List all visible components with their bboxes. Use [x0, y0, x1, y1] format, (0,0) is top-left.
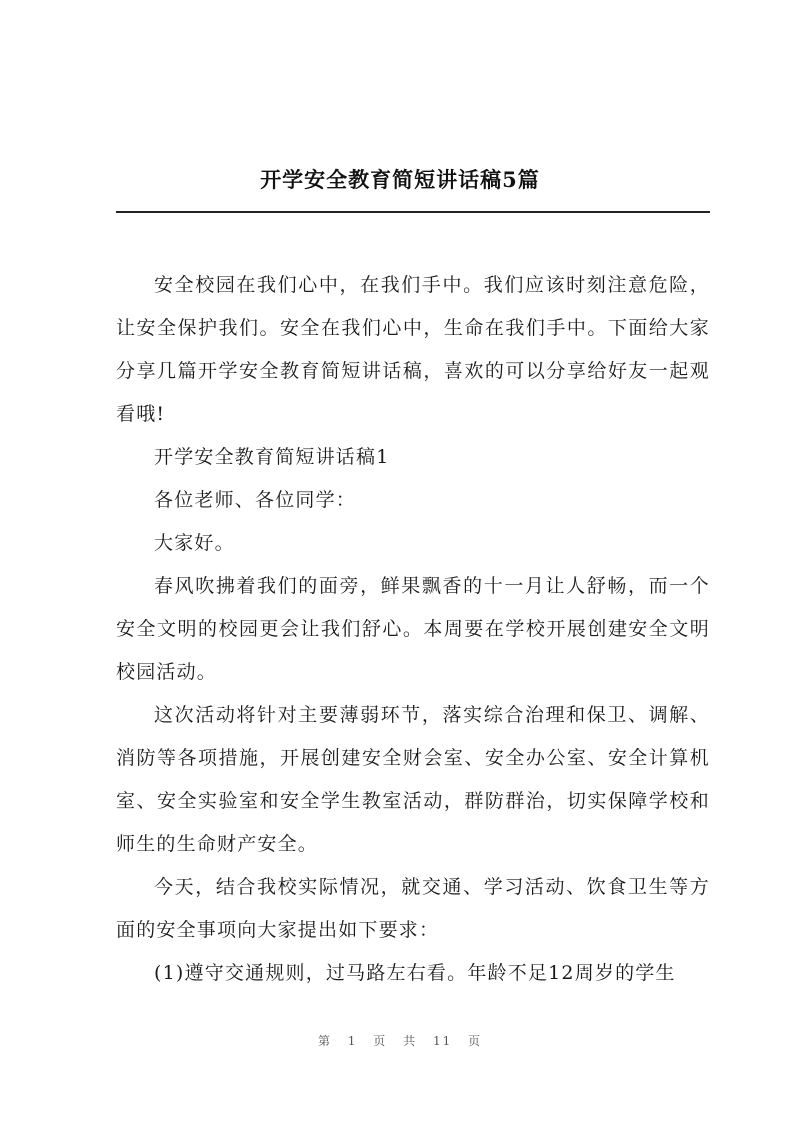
page-footer [0, 1032, 800, 1049]
paragraph-body: 这次活动将针对主要薄弱环节，落实综合治理和保卫、调解、消防等各项措施，开展创建安全财会室、安全办公室、安全计算机室、安全实验室和安全学生教室活动，群防群治，切实保障学校和师生的生命财产安全。 [116, 704, 710, 855]
document-title: 开学安全教育简短讲话稿5篇 [260, 167, 540, 192]
title-underline [116, 211, 710, 213]
footer-total-pages: 11 [432, 1034, 453, 1048]
section-heading: 开学安全教育简短讲话稿1 [154, 446, 390, 468]
paragraph-greeting: 大家好。 [154, 532, 235, 554]
paragraph-body: 今天，结合我校实际情况，就交通、学习活动、饮食卫生等方面的安全事项向大家提出如下要求： [116, 876, 710, 941]
footer-page-unit: 页 [373, 1034, 388, 1048]
paragraph-salutation: 各位老师、各位同学： [154, 489, 357, 511]
document-body [116, 264, 710, 995]
paragraph-body: 春风吹拂着我们的面旁，鲜果飘香的十一月让人舒畅，而一个安全文明的校园更会让我们舒心。本周要在学校开展创建安全文明校园活动。 [116, 575, 710, 683]
footer-total-unit: 页 [468, 1034, 483, 1048]
footer-current-page: 1 [347, 1034, 358, 1048]
paragraph-intro: 安全校园在我们心中，在我们手中。我们应该时刻注意危险，让安全保护我们。安全在我们心中，生命在我们手中。下面给大家分享几篇开学安全教育简短讲话稿，喜欢的可以分享给好友一起观看哦! [116, 274, 710, 425]
paragraph-list-item: (1)遵守交通规则，过马路左右看。年龄不足12周岁的学生 [154, 962, 676, 984]
footer-page-label: 第 [317, 1034, 332, 1048]
footer-total-label: 共 [403, 1034, 418, 1048]
